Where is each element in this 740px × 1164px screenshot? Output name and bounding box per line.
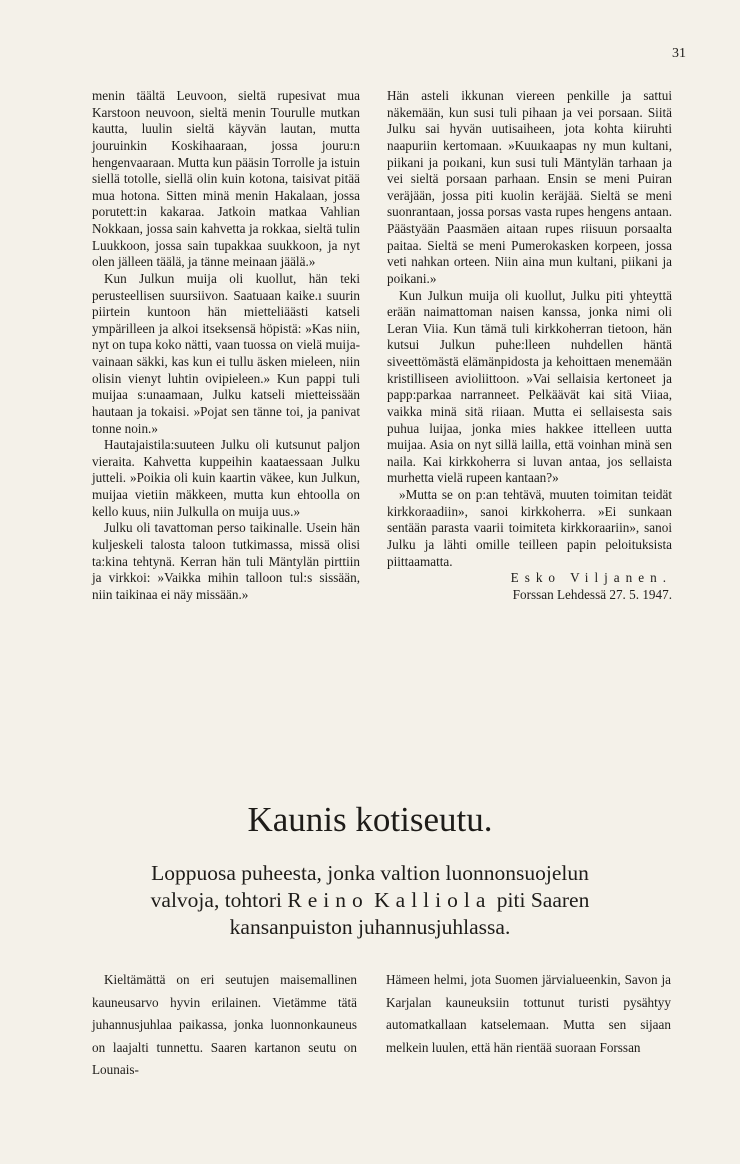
lead-line-2-end: piti Saaren	[491, 888, 590, 912]
paragraph: menin täältä Leuvoon, sieltä rupesivat mua Karstoon neuvoon, sieltä menin Tourulle mutkan kautta, luulin sieltä käyvän lautan, mutta jouruinkin Koskihaaraan, jossa jouru:n hengenvaaraan. Mutta kun pääsin Torrolle ja istuin siellä totolle, siellä olin kuin kotona, taisivat pitää mua hotona. Sitten minä menin Hakalaan, jossa porutett:in kakaraa. Jatkoin matkaa Vahlian Nokkaan, jossa sain kahvetta ja rokkaa, sieltä tulin Luukkoon, jossa sain tupakkaa suukkoon, ja nyt olen jälleen täälä, ja tänne meinaan jäälä.»	[92, 88, 360, 270]
speech-column-right	[386, 969, 671, 1059]
paragraph: Hautajaistila:suuteen Julku oli kutsunut paljon vieraita. Kahvetta kuppeihin kaataessaan Julku jutteli. »Poikia oli kuin kaartin väkee, kun Julkun, muijaa vietiin mäkkeen, mutta kun ehtoolla on kello kuus, niin Julkulla on muija uus.»	[92, 437, 360, 519]
author-signature: Esko Viljanen.	[510, 570, 672, 586]
speech-column-left	[92, 969, 357, 1082]
speaker-last-name: Kalliola	[374, 888, 492, 912]
article-heading: Kaunis kotiseutu.	[247, 800, 493, 839]
lead-line-2-start: valvoja, tohtori	[150, 888, 288, 912]
paragraph: Julku oli tavattoman perso taikinalle. Usein hän kuljeskeli talosta taloon tutkimassa, missä olisi ta:kina tehtynä. Kerran hän tuli Mäntylän pirttiin ja virkkoi: »Vaikka mihin talloon tul:s sissään, niin taikinaa ei näy missään.»	[92, 520, 360, 602]
paragraph: Kieltämättä on eri seutujen maisemallinen kauneusarvo hyvin erilainen. Vietämme tätä juhannusjuhlaa paikassa, jonka luonnonkauneus on laajalti tunnettu. Saaren kartanon seutu on Lounais-	[92, 972, 357, 1077]
paragraph: Hämeen helmi, jota Suomen järvialueenkin, Savon ja Karjalan kauneuksiin tottunut turisti pysähtyy automatkallaan katselemaan. Mutta sen sijaan melkein luulen, että hän rientää suoraan Forssan	[386, 972, 671, 1055]
article-lead	[80, 860, 660, 941]
source-citation: Forssan Lehdessä 27. 5. 1947.	[512, 586, 672, 602]
article-column-left	[92, 88, 360, 603]
paragraph: Kun Julkun muija oli kuollut, hän teki perusteellisen suursiivon. Saatuaan kaike.ı suurin piirtein kuntoon hän mietteliäästi katseli ympärilleen ja alkoi itseksensä höpistä: »Kas niin, nyt on tupa koko nätti, vaan tuossa on vielä muijavainaan säkki, kas kun ei tullu äsken mieleen, niin olisin vienyt luhtin ovipieleen.» Kun pappi tuli muijaa s:unaamaan, Julku katseli mietteissään hautaan ja tokaisi. »Pojat sen tänne toi, ja panivat tonne noin.»	[92, 270, 360, 436]
paragraph: Kun Julkun muija oli kuollut, Julku piti yhteyttä erään naimattoman naisen kanssa, jonka nimi oli Leran Viia. Kun tämä tuli kirkkoherran tietoon, hän kutsui Julkun puhe:lleen nuhdellen häntä siveettömästä elämänpidosta ja kehoittaen menemään kristilliseen avioliittoon. »Vai sellaisia kertoneet ja papp:parkaa narranneet. Pelkäävät kai sitä Viiaa, vaikka minä sitä riiaan. Mutta ei sellaisesta sais puhua luijaa, jonka mies hakkee ittelleen uutta muijaa. Asia on nyt sillä lailla, että voinhan minä sen naila. Kai kirkkoherra si luvan antaa, jos sellaista murhetta vielä rupeen kantaan?»	[387, 287, 672, 486]
speaker-first-name: Reino	[287, 888, 369, 912]
lead-line-1: Loppuosa puheesta, jonka valtion luonnonsuojelun	[151, 861, 589, 885]
page-number: 31	[672, 46, 686, 61]
paragraph: Hän asteli ikkunan viereen penkille ja sattui näkemään, kun susi tuli pihaan ja vei porsaan. Siitä Julku sai hyvän uutisaiheen, jota kohta kiiruhti naapuriin kertomaan. »Kuuıkaapas ny mun kultani, piikani ja poıkani, kun susi tuli Mäntylän tarhaan ja vei sieltä porsaan parhaan. Ensin se meni Puiran veräjään, jossa piti kuolin keräjää. Sieltä se meni suonrantaan, jossa porsas vasta rupes hengens antaan. Päästyään Paasmäen aitaan rupes riisuun porsaalta paitaa. Sieltä se meni Pumerokasken korpeen, jossa veti nahkan orteen. Niin aina mun kultani, piikani ja poikani.»	[387, 88, 672, 286]
paragraph: »Mutta se on p:an tehtävä, muuten toimitan teidät kirkkoraadiin», sanoi kirkkoherra. »Ei sunkaan sentään parasta vaarii toimiteta kirkkoraariin», sanoi Julku ja lähti omille teilleen papin peloituksista piittaamatta.	[387, 487, 672, 569]
lead-line-3: kansanpuiston juhannusjuhlassa.	[229, 915, 511, 939]
article-column-right	[387, 88, 672, 603]
